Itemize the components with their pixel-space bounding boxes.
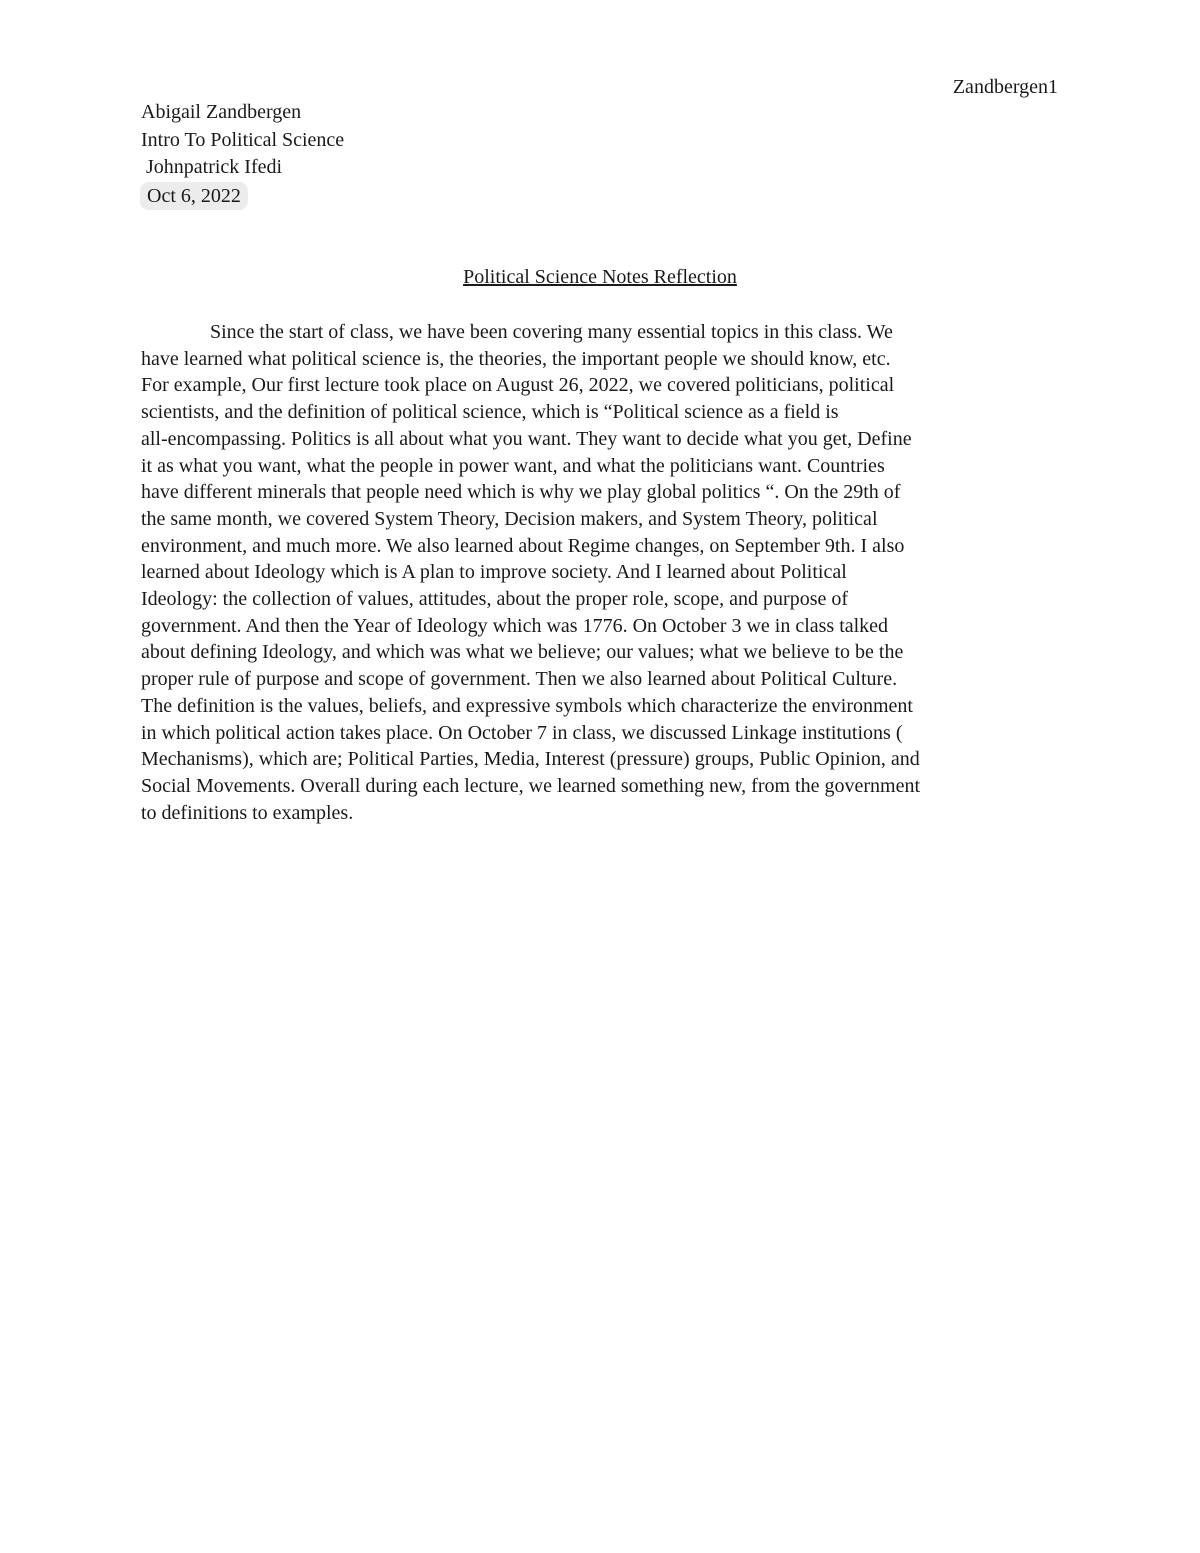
body-line: Ideology: the collection of values, attitudes, about the proper role, scope, and purpose of xyxy=(141,588,849,611)
body-line: all-encompassing. Politics is all about what you want. They want to decide what you get, Define xyxy=(141,427,912,450)
body-line: about defining Ideology, and which was what we believe; our values; what we believe to be the xyxy=(141,641,904,664)
essay-title xyxy=(0,264,1200,291)
running-head: Zandbergen1 xyxy=(952,76,1058,98)
body-line: to definitions to examples. xyxy=(141,801,354,824)
body-line: The definition is the values, beliefs, and expressive symbols which characterize the environment xyxy=(141,694,913,717)
body-line: Since the start of class, we have been covering many essential topics in this class. We xyxy=(210,321,893,343)
body-line: environment, and much more. We also learned about Regime changes, on September 9th. I also xyxy=(141,534,905,557)
body-line: For example, Our first lecture took place on August 26, 2022, we covered politicians, political xyxy=(141,374,895,397)
instructor-name: Johnpatrick Ifedi xyxy=(141,156,283,178)
date-chip[interactable]: Oct 6, 2022 xyxy=(140,182,248,210)
date-line xyxy=(141,182,344,211)
body-line: the same month, we covered System Theory, Decision makers, and System Theory, political xyxy=(141,507,878,530)
student-name: Abigail Zandbergen xyxy=(141,101,302,123)
body-line: it as what you want, what the people in power want, and what the politicians want. Countries xyxy=(141,454,885,477)
body-line: government. And then the Year of Ideology which was 1776. On October 3 we in class talked xyxy=(141,614,889,637)
body-line: have learned what political science is, the theories, the important people we should know, etc. xyxy=(141,347,891,370)
body-line: have different minerals that people need which is why we play global politics “. On the 29th of xyxy=(141,481,901,504)
body-line: scientists, and the definition of political science, which is “Political science as a field is xyxy=(141,401,839,424)
body-line: in which political action takes place. On October 7 in class, we discussed Linkage institutions ( xyxy=(141,721,903,744)
essay-title-text: Political Science Notes Reflection xyxy=(463,266,737,288)
body-line: learned about Ideology which is A plan to improve society. And I learned about Political xyxy=(141,561,847,584)
body-line: proper rule of purpose and scope of government. Then we also learned about Political Culture. xyxy=(141,668,898,691)
essay-body xyxy=(141,319,1061,826)
course-name: Intro To Political Science xyxy=(141,128,345,151)
mla-heading xyxy=(141,99,344,210)
body-line: Mechanisms), which are; Political Parties, Media, Interest (pressure) groups, Public Opinion, and xyxy=(141,748,920,771)
body-line: Social Movements. Overall during each lecture, we learned something new, from the government xyxy=(141,774,921,797)
